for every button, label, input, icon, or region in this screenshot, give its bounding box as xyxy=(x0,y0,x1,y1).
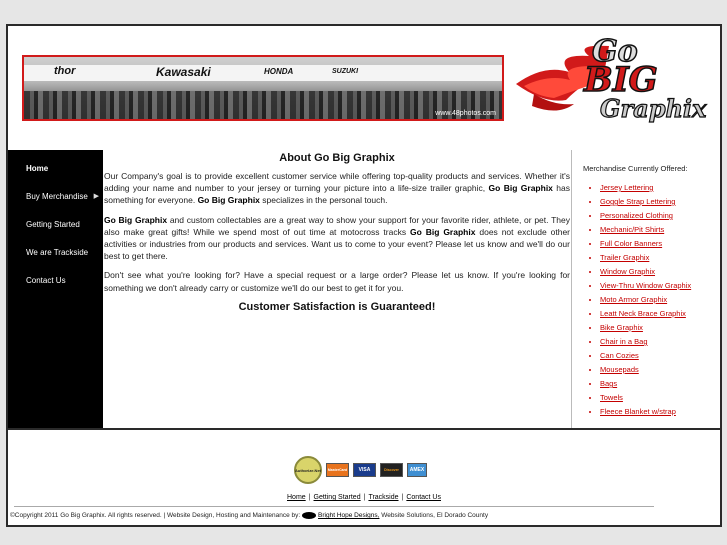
list-item xyxy=(600,335,722,349)
mastercard-icon: MasterCard xyxy=(326,463,349,477)
list-item xyxy=(600,195,722,209)
divider xyxy=(8,428,720,430)
list-item xyxy=(600,321,722,335)
nav-item-trackside[interactable] xyxy=(8,242,103,270)
merch-link[interactable]: Leatt Neck Brace Graphix xyxy=(600,309,686,318)
separator: | xyxy=(308,494,311,501)
text: Website Solutions, El Dorado County xyxy=(379,512,489,520)
footer-links xyxy=(8,494,720,501)
text: does not exclude other activities or industries from our products and services. Want us to come to your event? Please let us know and we'll do our best to get there. xyxy=(104,226,570,262)
riders-crowd xyxy=(24,91,502,119)
merch-link[interactable]: Window Graphix xyxy=(600,267,656,276)
nav-item-label: Getting Started xyxy=(26,220,80,229)
merch-link[interactable]: Goggle Strap Lettering xyxy=(600,197,676,206)
nav-item-label: Contact Us xyxy=(26,276,66,285)
separator: | xyxy=(363,494,366,501)
sponsor-thor: thor xyxy=(54,65,76,77)
sidebar-nav xyxy=(8,150,103,428)
sponsor-strip xyxy=(24,65,502,81)
bright-hope-logo-icon xyxy=(302,512,316,519)
logo-line-graphix: Graphix xyxy=(600,94,707,123)
merchandise-list xyxy=(572,181,722,419)
list-item xyxy=(600,391,722,405)
separator: | xyxy=(401,494,404,501)
list-item xyxy=(600,265,722,279)
copyright-text xyxy=(10,512,488,519)
nav-item-label: Buy Merchandise xyxy=(26,192,88,201)
payment-badges xyxy=(294,455,427,485)
merch-link[interactable]: Bike Graphix xyxy=(600,323,643,332)
list-item xyxy=(600,293,722,307)
nav-item-label: Home xyxy=(26,164,49,173)
merch-link[interactable]: Chair in a Bag xyxy=(600,337,648,346)
merchandise-heading: Merchandise Currently Offered: xyxy=(583,164,688,173)
merch-link[interactable]: Full Color Banners xyxy=(600,239,663,248)
sponsor-honda: HONDA xyxy=(264,67,294,76)
text: Our Company's goal is to provide excellent customer service while offering top-quality products and services. Whether it's adding your name and number to your jersey or turning your picture into a life-size trailer graphic, xyxy=(104,171,570,194)
header xyxy=(8,26,720,150)
list-item xyxy=(600,405,722,419)
merch-link[interactable]: View-Thru Window Graphix xyxy=(600,281,692,290)
sponsor-suzuki: SUZUKI xyxy=(332,68,359,75)
text: specializes in the personal touch. xyxy=(259,195,388,206)
merch-link[interactable]: Trailer Graphix xyxy=(600,253,650,262)
list-item xyxy=(600,349,722,363)
merch-link[interactable]: Moto Armor Graphix xyxy=(600,295,668,304)
merch-link[interactable]: Personalized Clothing xyxy=(600,211,673,220)
logo-line-go: Go xyxy=(592,34,638,69)
logo-line-big: BIG xyxy=(584,60,658,100)
guarantee-heading: Customer Satisfaction is Guaranteed! xyxy=(238,300,436,313)
footer-link-trackside[interactable]: Trackside xyxy=(368,494,399,501)
nav-item-home[interactable] xyxy=(8,158,103,186)
text: and custom collectables are a great way to show your support for your favorite rider, athlete, or pet. They also make great gifts! While we spend most of out time at motocross tracks xyxy=(104,214,570,237)
sponsor-kawasaki: Kawasaki xyxy=(156,65,211,79)
list-item xyxy=(600,209,722,223)
visa-icon: VISA xyxy=(353,463,376,477)
page-title: About Go Big Graphix xyxy=(279,152,395,164)
go-big-graphix-logo[interactable] xyxy=(514,34,719,134)
list-item xyxy=(600,181,722,195)
nav-item-buy-merchandise[interactable] xyxy=(8,186,103,214)
page-frame xyxy=(6,24,722,527)
list-item xyxy=(600,307,722,321)
nav-item-label: We are Trackside xyxy=(26,248,89,257)
list-item xyxy=(600,279,722,293)
nav-item-contact-us[interactable] xyxy=(8,270,103,298)
amex-icon: AMEX xyxy=(407,463,427,477)
footer-link-home[interactable]: Home xyxy=(287,494,306,501)
divider xyxy=(14,506,654,507)
list-item xyxy=(600,237,722,251)
list-item xyxy=(600,223,722,237)
photo-credit: www.48photos.com xyxy=(435,110,496,117)
merch-link[interactable]: Mousepads xyxy=(600,365,639,374)
chevron-right-icon: ▶ xyxy=(93,193,99,200)
footer xyxy=(8,428,720,525)
merch-link[interactable]: Mechanic/Pit Shirts xyxy=(600,225,665,234)
list-item xyxy=(600,363,722,377)
merch-link[interactable]: Towels xyxy=(600,393,623,402)
special-request-paragraph: Don't see what you're looking for? Have a special request or a large order? Please let us know. If you're looking for something we don't already carry or customize we'll do our best to get it for you. xyxy=(104,270,570,293)
main-content xyxy=(104,150,570,428)
merch-link[interactable]: Bags xyxy=(600,379,618,388)
banner-image xyxy=(22,55,504,121)
text: has something for everyone. xyxy=(104,183,570,206)
list-item xyxy=(600,377,722,391)
merch-link[interactable]: Can Cozies xyxy=(600,351,639,360)
brand-name: Go Big Graphix xyxy=(488,183,553,194)
text: ©Copyright 2011 Go Big Graphix. All rights reserved. | Website Design, Hosting and Maintenance by: xyxy=(10,512,303,520)
merch-link[interactable]: Jersey Lettering xyxy=(600,183,654,192)
collectables-paragraph xyxy=(104,214,570,263)
brand-name: Go Big Graphix xyxy=(197,195,260,206)
footer-link-contact-us[interactable]: Contact Us xyxy=(406,494,441,501)
brand-name: Go Big Graphix xyxy=(104,214,168,225)
merchandise-panel xyxy=(571,150,722,428)
authorize-net-seal-icon[interactable]: Authorize.Net xyxy=(294,456,322,484)
discover-icon: Discover xyxy=(380,463,403,477)
intro-paragraph xyxy=(104,170,570,207)
footer-link-getting-started[interactable]: Getting Started xyxy=(313,494,361,501)
designer-link[interactable]: Bright Hope Designs, xyxy=(318,512,380,520)
brand-name: Go Big Graphix xyxy=(410,226,476,237)
nav-item-getting-started[interactable] xyxy=(8,214,103,242)
list-item xyxy=(600,251,722,265)
merch-link[interactable]: Fleece Blanket w/strap xyxy=(600,407,676,416)
